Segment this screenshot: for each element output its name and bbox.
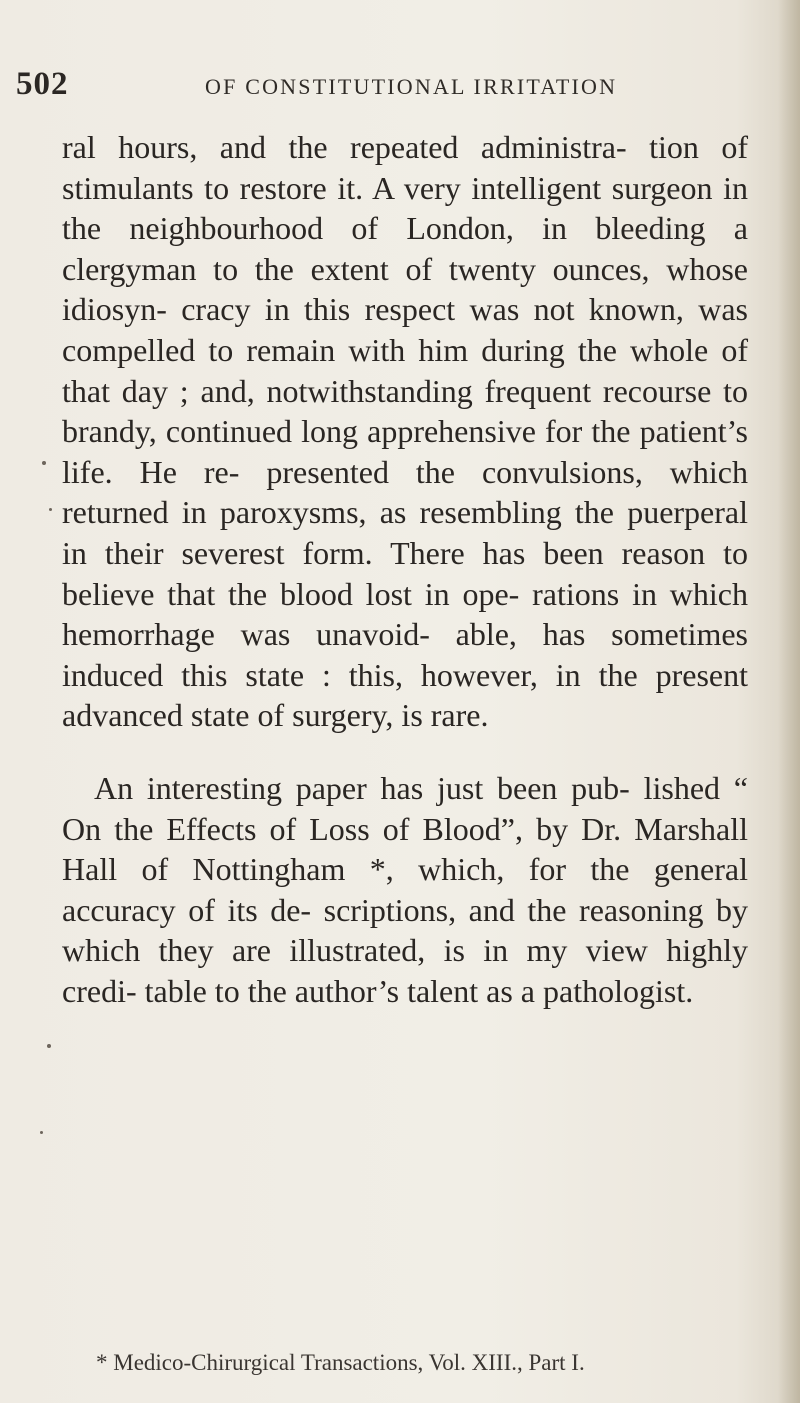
print-speck	[49, 508, 52, 511]
page-number: 502	[16, 66, 69, 102]
running-head: OF CONSTITUTIONAL IRRITATION	[205, 74, 618, 99]
page-edge-shadow	[778, 0, 800, 1403]
paragraph-2: An interesting paper has just been pub- lished “ On the Effects of Loss of Blood”, by Dr. Marshall Hall of Nottingham *, which, for the general accuracy of its de- scriptions, and the reasoning by which they are illustrated, is in my view highly credi- table to the author’s talent as a pathologist.	[62, 769, 748, 1009]
body-text	[62, 127, 748, 1011]
print-speck	[47, 1044, 51, 1048]
print-speck	[40, 1131, 43, 1134]
paragraph-1: ral hours, and the repeated administra- tion of stimulants to restore it. A very intelligent surgeon in the neighbourhood of London, in bleeding a clergyman to the extent of twenty ounces, whose idiosyn- cracy in this respect was not known, was compelled to remain with him during the whole of that day ; and, notwithstanding frequent recourse to brandy, continued long apprehensive for the patient’s life. He re- presented the convulsions, which returned in paroxysms, as resembling the puerperal in their severest form. There has been reason to believe that the blood lost in ope- rations in which hemorrhage was unavoid- able, has sometimes induced this state : this, however, in the present advanced state of surgery, is rare.	[62, 129, 748, 734]
page-header	[0, 66, 800, 106]
print-speck	[42, 461, 46, 465]
footnote: * Medico-Chirurgical Transactions, Vol. XIII., Part I.	[96, 1350, 585, 1375]
